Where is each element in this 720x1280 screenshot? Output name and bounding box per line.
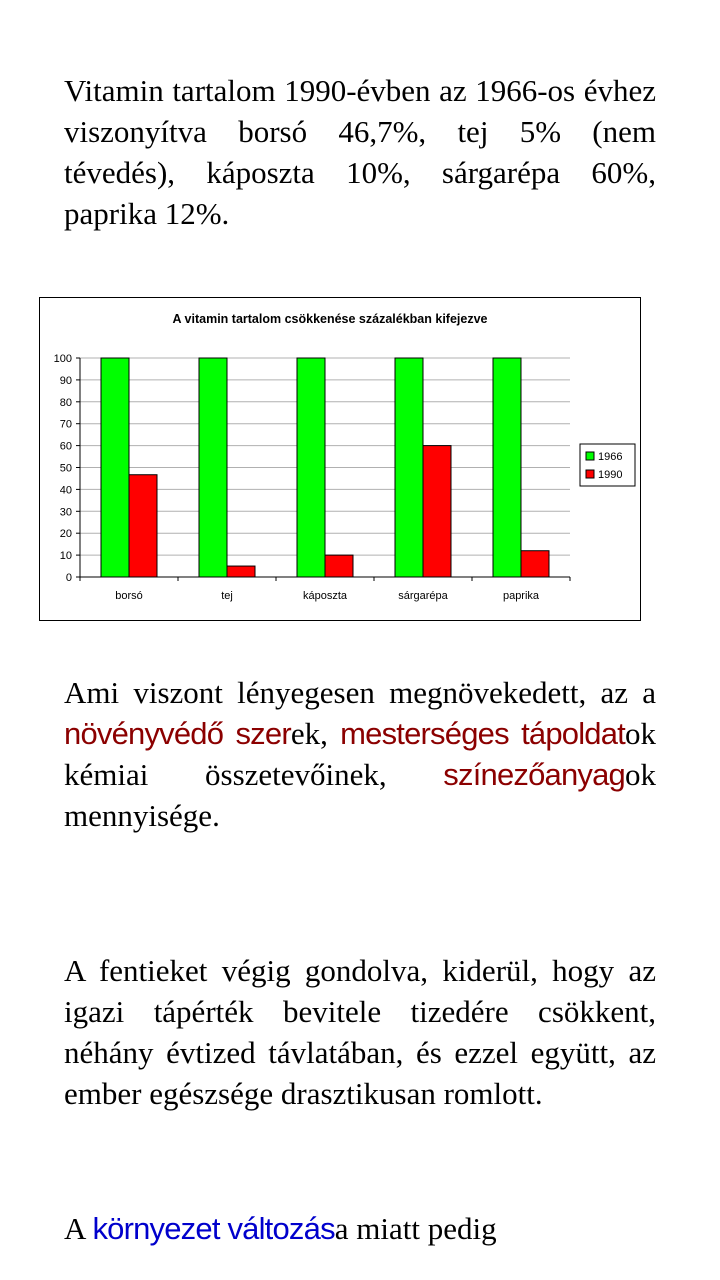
bar-1990-2 [325,555,353,577]
increase-text-1: Ami viszont lényegesen megnövekedett, az a [64,675,656,710]
x-category-label: sárgarépa [398,590,448,602]
bar-1966-3 [395,358,423,577]
environment-text-1: A [64,1211,93,1246]
environment-paragraph [64,1208,656,1249]
environment-text-2: a miatt pedig [334,1211,497,1246]
bar-1990-1 [227,566,255,577]
y-tick-label: 60 [59,440,72,453]
y-tick-label: 10 [59,550,72,563]
bar-1990-0 [129,475,157,577]
link-kornyezet-valtozas[interactable]: környezet változás [92,1211,335,1246]
link-szinezoanyag[interactable]: színezőanyag [443,757,625,792]
x-category-label: borsó [115,590,143,602]
increase-paragraph [64,672,656,836]
link-mesterseges-tapoldat[interactable]: mesterséges tápoldat [340,716,625,751]
legend-label-1966: 1966 [598,451,623,463]
y-tick-label: 30 [59,506,72,519]
conclusion-paragraph [64,950,656,1114]
x-category-label: káposzta [302,590,348,602]
chart-legend [580,444,635,486]
y-tick-label: 20 [59,528,72,541]
bar-1990-3 [423,446,451,577]
y-tick-label: 70 [59,418,72,431]
y-tick-label: 100 [53,353,72,365]
chart-title: A vitamin tartalom csökkenése százalékban kifejezve [172,312,488,326]
y-tick-label: 90 [59,374,72,387]
bar-1990-4 [521,551,549,577]
intro-paragraph [64,70,656,234]
x-category-label: tej [221,590,233,602]
chart-svg [40,298,640,620]
bar-1966-1 [199,358,227,577]
legend-label-1990: 1990 [598,469,623,481]
vitamin-bar-chart [39,297,641,621]
link-novenyvedo-szer[interactable]: növényvédő szer [64,716,291,751]
bar-1966-0 [101,358,129,577]
y-tick-label: 50 [59,462,72,475]
bar-1966-2 [297,358,325,577]
conclusion-text: A fentieket végig gondolva, kiderül, hogy az igazi tápérték bevitele tizedére csökkent, néhány évtized távlatában, és ezzel együtt, az ember egészsége drasztikusan romlott. [64,953,656,1111]
legend-swatch-1990 [586,470,594,478]
y-tick-label: 40 [59,484,72,497]
y-tick-label: 0 [65,572,72,584]
increase-text-2: ek, [290,716,341,751]
legend-swatch-1966 [586,452,594,460]
increase-text-4: ok mennyisége. [64,757,656,833]
x-category-label: paprika [502,590,540,602]
intro-text: Vitamin tartalom 1990-évben az 1966-os évhez viszonyítva borsó 46,7%, tej 5% (nem tévedés), káposzta 10%, sárgarépa 60%, paprika 12%. [64,73,656,231]
y-tick-label: 80 [59,396,72,409]
bar-1966-4 [493,358,521,577]
increase-text-3: ok kémiai összetevőinek, [64,716,656,792]
